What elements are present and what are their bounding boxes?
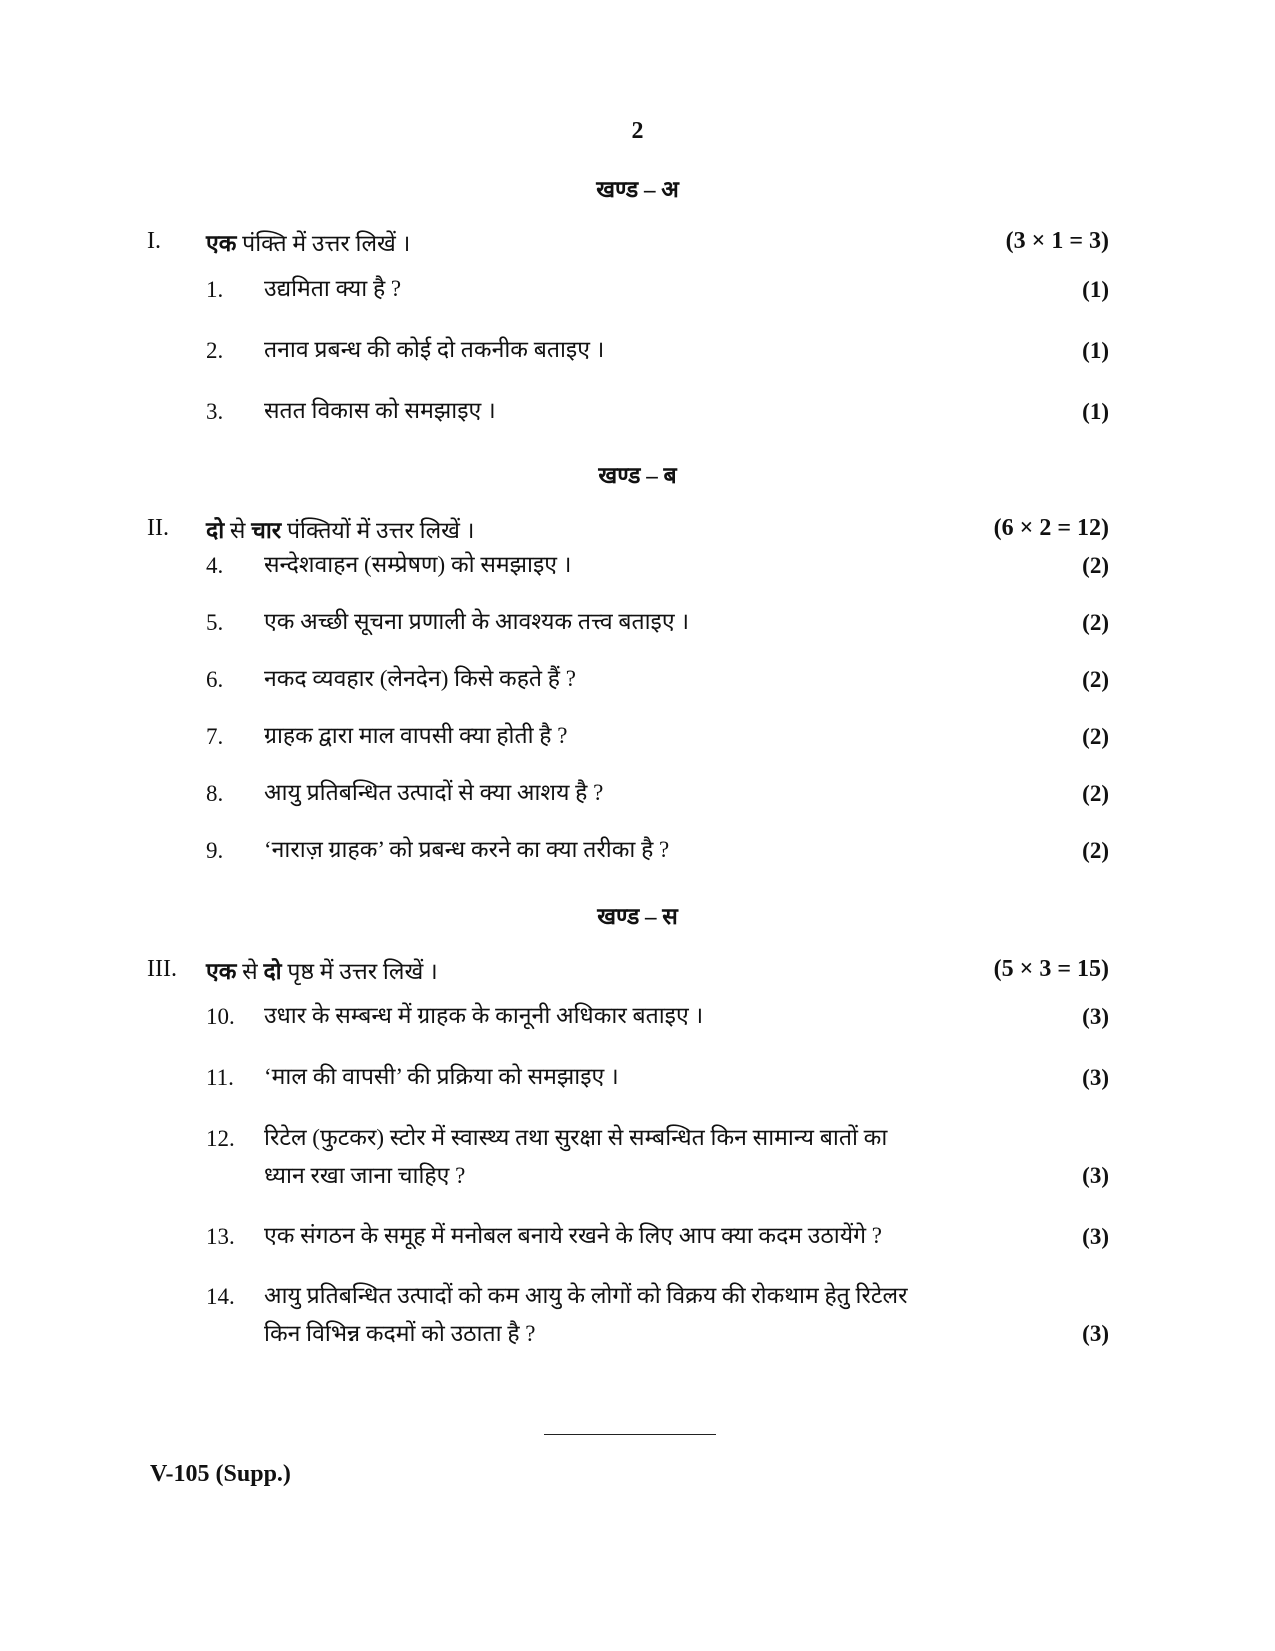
question-marks: (2) xyxy=(1082,610,1109,635)
question-marks: (3) xyxy=(1082,1321,1109,1346)
question-number: 10. xyxy=(206,1004,235,1029)
question-number: 12. xyxy=(206,1126,235,1151)
question-text: ‘माल की वापसी’ की प्रक्रिया को समझाइए । xyxy=(264,1064,619,1089)
section-instruction-1 xyxy=(206,226,410,258)
question-number: 1. xyxy=(206,277,224,302)
question-text: सन्देशवाहन (सम्प्रेषण) को समझाइए । xyxy=(264,552,572,577)
section-heading-c: खण्ड – स xyxy=(597,904,678,929)
question-marks: (1) xyxy=(1082,277,1109,302)
question-number: 8. xyxy=(206,781,224,806)
question-number: 7. xyxy=(206,724,224,749)
question-text: ग्राहक द्वारा माल वापसी क्या होती है ? xyxy=(264,723,568,748)
section-heading-b: खण्ड – ब xyxy=(598,463,677,488)
question-text: ‘नाराज़ ग्राहक’ को प्रबन्ध करने का क्या तरीका है ? xyxy=(264,837,670,862)
section-marks-total-2: (6 × 2 = 12) xyxy=(993,515,1109,541)
question-text-continued: ध्यान रखा जाना चाहिए ? xyxy=(264,1163,466,1188)
question-number: 13. xyxy=(206,1224,235,1249)
question-marks: (3) xyxy=(1082,1224,1109,1249)
question-marks: (2) xyxy=(1082,553,1109,578)
question-text: रिटेल (फुटकर) स्टोर में स्वास्थ्य तथा सुरक्षा से सम्बन्धित किन सामान्य बातों का xyxy=(264,1125,888,1150)
instruction-text: पंक्ति में उत्तर लिखें । xyxy=(236,231,411,256)
question-text: तनाव प्रबन्ध की कोई दो तकनीक बताइए । xyxy=(264,337,605,362)
instruction-text: पृष्ठ में उत्तर लिखें । xyxy=(281,959,438,984)
question-text: आयु प्रतिबन्धित उत्पादों को कम आयु के लोगों को विक्रय की रोकथाम हेतु रिटेलर xyxy=(264,1283,908,1308)
question-marks: (2) xyxy=(1082,781,1109,806)
question-text: एक अच्छी सूचना प्रणाली के आवश्यक तत्त्व बताइए । xyxy=(264,609,690,634)
instruction-text: से xyxy=(224,518,252,543)
section-roman-2: II. xyxy=(147,515,169,541)
question-text: उद्यमिता क्या है ? xyxy=(264,276,402,301)
question-marks: (3) xyxy=(1082,1004,1109,1029)
section-instruction-2 xyxy=(206,513,474,545)
instruction-text: पंक्तियों में उत्तर लिखें । xyxy=(281,518,475,543)
question-marks: (3) xyxy=(1082,1163,1109,1188)
question-text: आयु प्रतिबन्धित उत्पादों से क्या आशय है ? xyxy=(264,780,604,805)
section-marks-total-1: (3 × 1 = 3) xyxy=(1005,228,1109,254)
section-marks-total-3: (5 × 3 = 15) xyxy=(993,956,1109,982)
instruction-bold: एक xyxy=(206,959,237,984)
section-instruction-3 xyxy=(206,954,438,986)
instruction-bold: एक xyxy=(206,231,237,256)
question-marks: (1) xyxy=(1082,338,1109,363)
section-roman-3: III. xyxy=(147,956,177,982)
question-marks: (2) xyxy=(1082,724,1109,749)
question-text: एक संगठन के समूह में मनोबल बनाये रखने के लिए आप क्या कदम उठायेंगे ? xyxy=(264,1223,882,1248)
instruction-bold: चार xyxy=(251,518,282,543)
question-number: 4. xyxy=(206,553,224,578)
instruction-bold: दो xyxy=(206,518,225,543)
paper-code: V-105 (Supp.) xyxy=(150,1461,291,1487)
section-heading-a: खण्ड – अ xyxy=(596,177,679,202)
question-number: 11. xyxy=(206,1065,234,1090)
question-text: उधार के सम्बन्ध में ग्राहक के कानूनी अधिकार बताइए । xyxy=(264,1003,704,1028)
question-number: 9. xyxy=(206,838,224,863)
question-text-continued: किन विभिन्न कदमों को उठाता है ? xyxy=(264,1321,536,1346)
question-number: 3. xyxy=(206,399,224,424)
instruction-text: से xyxy=(236,959,264,984)
page-number: 2 xyxy=(631,118,644,144)
question-number: 2. xyxy=(206,338,224,363)
question-text: सतत विकास को समझाइए । xyxy=(264,398,496,423)
question-text: नकद व्यवहार (लेनदेन) किसे कहते हैं ? xyxy=(264,666,576,691)
section-roman-1: I. xyxy=(147,228,161,254)
question-number: 6. xyxy=(206,667,224,692)
question-marks: (2) xyxy=(1082,838,1109,863)
instruction-bold: दो xyxy=(263,959,282,984)
question-number: 5. xyxy=(206,610,224,635)
question-number: 14. xyxy=(206,1284,235,1309)
question-marks: (1) xyxy=(1082,399,1109,424)
question-marks: (3) xyxy=(1082,1065,1109,1090)
end-divider xyxy=(544,1434,716,1435)
question-marks: (2) xyxy=(1082,667,1109,692)
